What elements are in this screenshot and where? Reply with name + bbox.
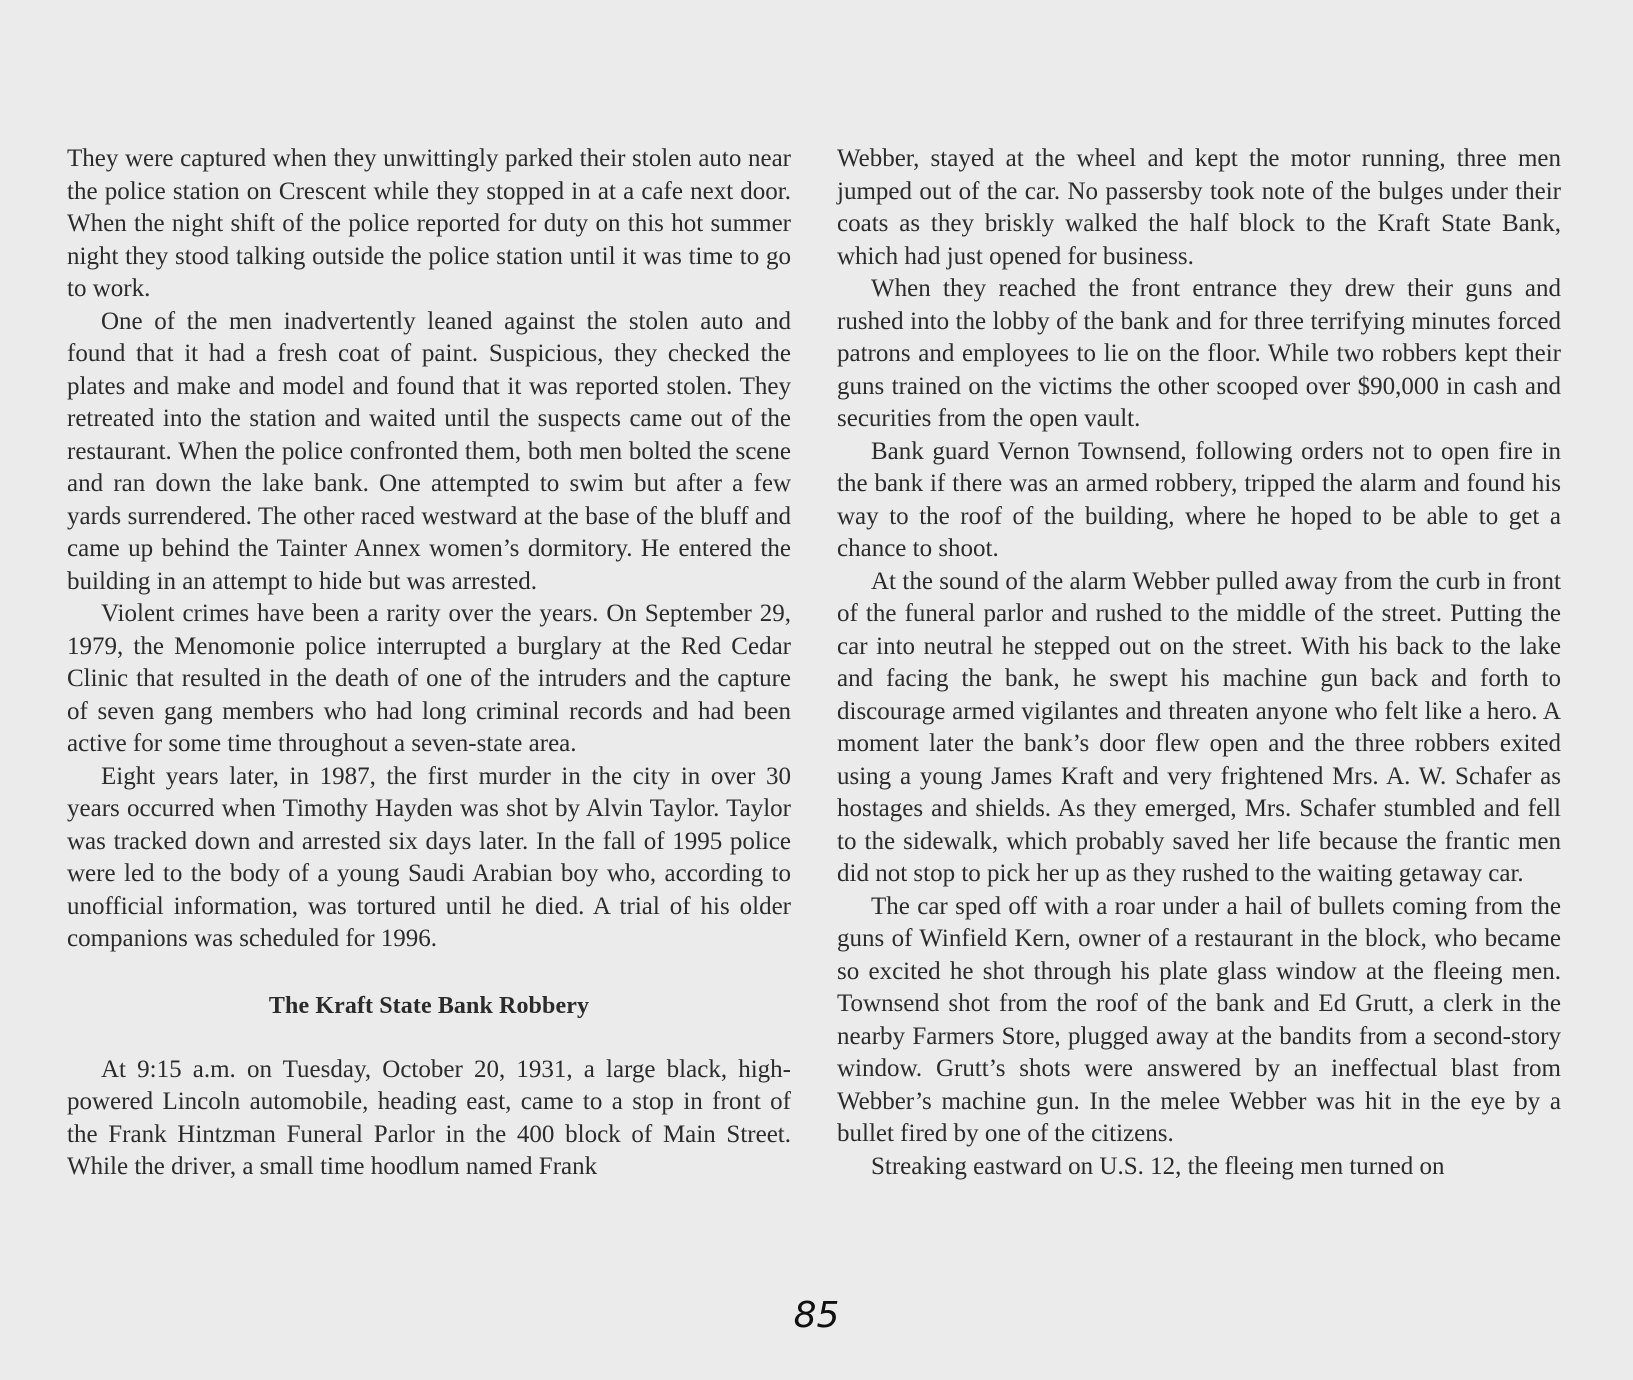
left-column (67, 143, 791, 1184)
page-number: 85 (793, 1295, 840, 1336)
paragraph: Streaking eastward on U.S. 12, the fleeing men turned on (871, 1152, 1445, 1180)
paragraph: The car sped off with a roar under a hail of bullets coming from the guns of Winfield Kern, owner of a restaurant in the block, who became so excited he shot through his plate glass window at the fleeing men. Townsend shot from the roof of the bank and Ed Grutt, a clerk in the nearby Farmers Store, plugged away at the bandits from a second-story window. Grutt’s shots were answered by an ineffectual blast from Webber’s machine gun. In the melee Webber was hit in the eye by a bullet fired by one of the citizens. (837, 892, 1561, 1147)
paragraph: At the sound of the alarm Webber pulled away from the curb in front of the funeral parlor and rushed to the middle of the street. Putting the car into neutral he stepped out on the street. With his back to the lake and facing the bank, he swept his machine gun back and forth to discourage armed vigilantes and threaten anyone who felt like a hero. A moment later the bank’s door flew open and the three robbers exited using a young James Kraft and very frightened Mrs. A. W. Schafer as hostages and shields. As they emerged, Mrs. Schafer stumbled and fell to the sidewalk, which probably saved her life because the frantic men did not stop to pick her up as they rushed to the waiting getaway car. (837, 567, 1561, 887)
paragraph: Violent crimes have been a rarity over the years. On September 29, 1979, the Menomonie police interrupted a burglary at the Red Cedar Clinic that resulted in the death of one of the intruders and the capture of seven gang members who had long criminal records and had been active for some time throughout a seven-state area. (67, 600, 791, 757)
paragraph: Bank guard Vernon Townsend, following orders not to open fire in the bank if there was an armed robbery, tripped the alarm and found his way to the roof of the building, where he hoped to be able to get a chance to shoot. (837, 437, 1561, 562)
right-column (837, 143, 1561, 1183)
paragraph: Webber, stayed at the wheel and kept the motor running, three men jumped out of the car. No passersby took note of the bulges under their coats as they briskly walked the half block to the Kraft State Bank, which had just opened for business. (837, 145, 1561, 270)
paragraph: At 9:15 a.m. on Tuesday, October 20, 1931, a large black, high-powered Lincoln automobile, heading east, came to a stop in front of the Frank Hintzman Funeral Parlor in the 400 block of Main Street. While the driver, a small time hoodlum named Frank (67, 1055, 791, 1180)
section-heading: The Kraft State Bank Robbery (268, 992, 590, 1019)
paragraph: Eight years later, in 1987, the first murder in the city in over 30 years occurred when Timothy Hayden was shot by Alvin Taylor. Taylor was tracked down and arrested six days later. In the fall of 1995 police were led to the body of a young Saudi Arabian boy who, according to unofficial information, was tortured until he died. A trial of his older companions was scheduled for 1996. (67, 762, 791, 952)
paragraph: One of the men inadvertently leaned against the stolen auto and found that it had a fresh coat of paint. Suspicious, they checked the plates and make and model and found that it was reported stolen. They retreated into the station and waited until the suspects came out of the restaurant. When the police confronted them, both men bolted the scene and ran down the lake bank. One attempted to swim but after a few yards surrendered. The other raced westward at the base of the bluff and came up behind the Tainter Annex women’s dormitory. He entered the building in an attempt to hide but was arrested. (67, 307, 791, 595)
paragraph: When they reached the front entrance they drew their guns and rushed into the lobby of the bank and for three terrifying minutes forced patrons and employees to lie on the floor. While two robbers kept their guns trained on the victims the other scooped over $90,000 in cash and securities from the open vault. (837, 275, 1561, 432)
paragraph: They were captured when they unwittingly parked their stolen auto near the police station on Crescent while they stopped in at a cafe next door. When the night shift of the police reported for duty on this hot summer night they stood talking outside the police station until it was time to go to work. (67, 145, 791, 302)
